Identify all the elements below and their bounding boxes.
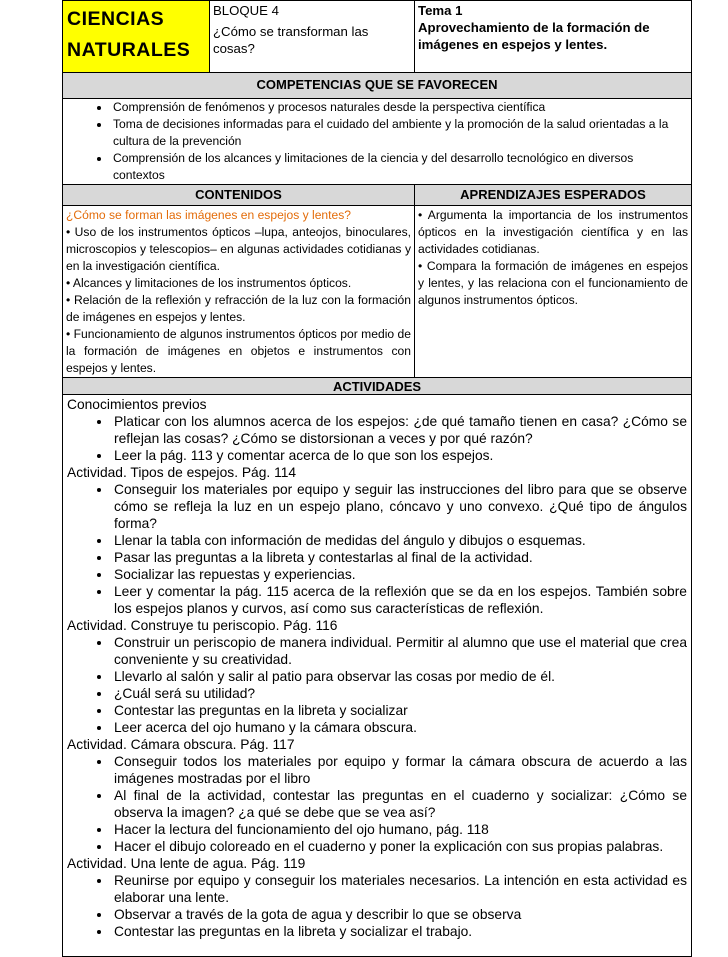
activity-item: • Conseguir todos los materiales por equipo y formar la cámara obscura de acuerdo a las imágenes mostradas por el libro [112,753,687,787]
activity-item: • Observar a través de la gota de agua y describir lo que se observa [112,906,687,923]
actividades-heading: ACTIVIDADES [63,378,692,395]
section-list [67,872,687,940]
block-label: BLOQUE 4 [213,3,279,18]
competencia-item: • Toma de decisiones informadas para el cuidado del ambiente y la promoción de la salud orientadas a la cultura de la prevención [111,116,688,150]
activity-item: • Construir un periscopio de manera individual. Permitir al alumno que use el material que crea conveniente y su creatividad. [112,634,687,668]
activity-item: • Reunirse por equipo y conseguir los materiales necesarios. La intención en esta actividad es elaborar una lente. [112,872,687,906]
contenidos-heading: CONTENIDOS [63,185,415,206]
activity-item: • Leer y comentar la pág. 115 acerca de la reflexión que se da en los espejos. También sobre los espejos planos y curvos, así como sus características de reflexión. [112,583,687,617]
activity-item: • Hacer el dibujo coloreado en el cuaderno y poner la explicación con sus propias palabras. [112,838,687,855]
contenido-item: • Alcances y limitaciones de los instrumentos ópticos. [66,276,352,290]
aprendizaje-item: • Compara la formación de imágenes en espejos y lentes, y las relaciona con el funcionamiento de algunos instrumentos ópticos. [418,259,688,307]
competencia-item: • Comprensión de fenómenos y procesos naturales desde la perspectiva científica [111,99,688,116]
lesson-plan-table [62,0,692,957]
aprendizaje-item: • Argumenta la importancia de los instrumentos ópticos en la investigación científica y en las actividades cotidianas. [418,208,688,256]
section-list [67,634,687,736]
subject-line-1: CIENCIAS [67,8,165,30]
activity-item: • Socializar las repuestas y experiencias. [112,566,687,583]
activity-item: • Pasar las preguntas a la libreta y contestarlas al final de la actividad. [112,549,687,566]
section-title: Conocimientos previos [67,397,207,412]
activity-item: • Al final de la actividad, contestar las preguntas en el cuaderno y socializar: ¿Cómo se observa la imagen? ¿a qué se debe que se vea así? [112,787,687,821]
activity-item: • ¿Cuál será su utilidad? [112,685,687,702]
header-row [63,1,692,73]
section-title: Actividad. Una lente de agua. Pág. 119 [67,856,306,871]
contenido-item: • Relación de la reflexión y refracción de la luz con la formación de imágenes en espejos y lentes. [66,293,411,324]
subject-cell [63,1,210,73]
section-list [67,481,687,617]
block-cell [210,1,415,73]
competencias-cell [63,99,692,185]
activity-item: • Llevarlo al salón y salir al patio para observar las cosas por medio de él. [112,668,687,685]
activity-item: • Conseguir los materiales por equipo y seguir las instrucciones del libro para que se observe cómo se refleja la luz en un espejo plano, cóncavo y uno convexo. ¿Qué tipo de ángulos forma? [112,481,687,532]
contenidos-question: ¿Cómo se forman las imágenes en espejos y lentes? [66,208,352,222]
activity-item: • Leer acerca del ojo humano y la cámara obscura. [112,719,687,736]
competencias-heading: COMPETENCIAS QUE SE FAVORECEN [63,73,692,99]
section-list [67,413,687,464]
contenido-item: • Funcionamiento de algunos instrumentos ópticos por medio de la formación de imágenes en objetos e instrumentos con espejos y lentes. [66,327,411,375]
block-question: ¿Cómo se transforman las cosas? [213,24,369,56]
topic-label: Tema 1 [418,3,463,18]
activity-item: • Hacer la lectura del funcionamiento del ojo humano, pág. 118 [112,821,687,838]
activity-item: • Platicar con los alumnos acerca de los espejos: ¿de qué tamaño tienen en casa? ¿Cómo se reflejan las cosas? ¿Cómo se distorsionan a veces y por qué razón? [112,413,687,447]
activity-item: • Leer la pág. 113 y comentar acerca de lo que son los espejos. [112,447,687,464]
lesson-plan-page [62,0,691,957]
section-list [67,753,687,855]
section-title: Actividad. Cámara obscura. Pág. 117 [67,737,295,752]
activity-item: • Contestar las preguntas en la libreta y socializar [112,702,687,719]
aprendizajes-cell [415,206,692,378]
actividades-cell [63,395,692,957]
contenidos-cell [63,206,415,378]
subject-line-2: NATURALES [67,39,191,61]
contenido-item: • Uso de los instrumentos ópticos –lupa, anteojos, binoculares, microscopios y telescopios– en algunas actividades cotidianas y en la investigación científica. [66,225,411,273]
topic-cell [415,1,692,73]
section-title: Actividad. Tipos de espejos. Pág. 114 [67,465,297,480]
competencias-list [66,99,688,184]
activity-item: • Contestar las preguntas en la libreta y socializar el trabajo. [112,923,687,940]
topic-title: Aprovechamiento de la formación de imágenes en espejos y lentes. [418,20,650,52]
competencia-item: • Comprensión de los alcances y limitaciones de la ciencia y del desarrollo tecnológico en diversos contextos [111,150,688,184]
aprendizajes-heading: APRENDIZAJES ESPERADOS [415,185,692,206]
section-title: Actividad. Construye tu periscopio. Pág. 116 [67,618,338,633]
actividades-content [67,396,687,956]
activity-item: • Llenar la tabla con información de medidas del ángulo y dibujos o esquemas. [112,532,687,549]
